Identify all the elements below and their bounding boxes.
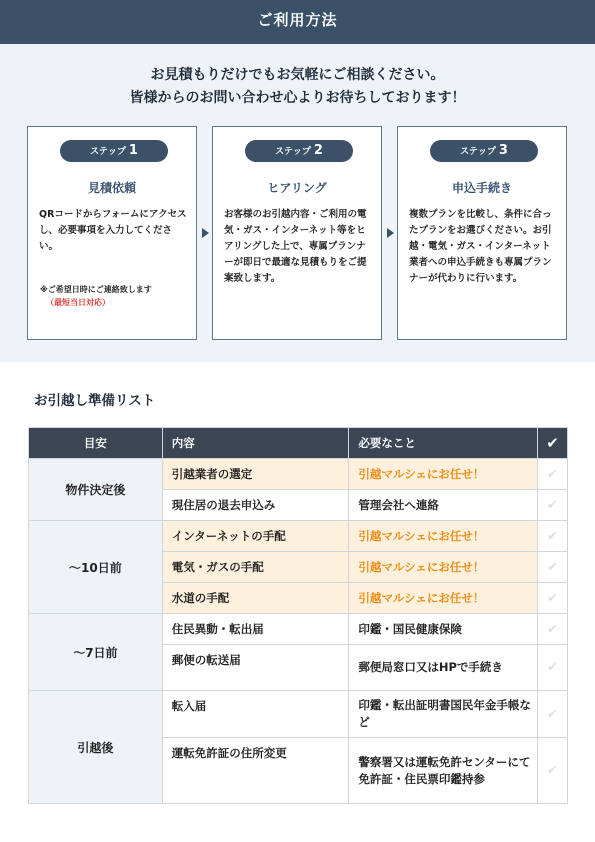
step-body: お客様のお引越内容・ご利用の電気・ガス・インターネット等をヒアリングした上で、専属プランナーが即日で最適な見積もりをご提案致します。 — [224, 209, 367, 284]
checkbox-check-icon[interactable]: ✔ — [538, 691, 568, 738]
page-header — [0, 0, 595, 44]
table-row — [29, 459, 568, 490]
table-row — [29, 614, 568, 645]
timing-cell: 〜10日前 — [29, 521, 163, 614]
step-title: 申込手続き — [451, 181, 512, 195]
step-note-highlight: （最短当日対応） — [46, 298, 110, 307]
table-row — [29, 691, 568, 738]
content-cell: 転入届 — [162, 691, 349, 738]
step-body: QRコードからフォームにアクセスし、必要事項を入力してください。 — [39, 209, 187, 252]
step-number: 2 — [313, 143, 323, 158]
intro-lead — [0, 64, 595, 110]
content-cell: インターネットの手配 — [162, 521, 349, 552]
action-cell: 引越マルシェにお任せ！ — [349, 459, 538, 490]
action-cell: 郵便局窓口又はHPで手続き — [349, 645, 538, 691]
header-hitsuyou: 必要なこと — [349, 428, 538, 459]
step-label: ステップ — [460, 147, 496, 157]
step-note-text: ※ご希望日時にご連絡致します — [40, 285, 152, 294]
step-badge — [430, 140, 538, 162]
content-cell: 郵便の転送届 — [162, 645, 349, 691]
arrow-right-icon — [202, 228, 209, 238]
checkbox-check-icon[interactable]: ✔ — [538, 459, 568, 490]
step-title: ヒアリング — [267, 181, 327, 195]
step-card-2 — [212, 126, 382, 340]
header-naiyou: 内容 — [162, 428, 349, 459]
action-cell: 管理会社へ連絡 — [349, 490, 538, 521]
action-cell: 印鑑・国民健康保険 — [349, 614, 538, 645]
step-title: 見積依頼 — [87, 181, 136, 195]
content-cell: 住民異動・転出届 — [162, 614, 349, 645]
action-cell: 引越マルシェにお任せ！ — [349, 583, 538, 614]
content-cell: 運転免許証の住所変更 — [162, 738, 349, 804]
intro-section — [0, 44, 595, 362]
step-number: 3 — [498, 143, 508, 158]
action-cell: 引越マルシェにお任せ！ — [349, 521, 538, 552]
content-cell: 引越業者の選定 — [162, 459, 349, 490]
header-check-icon: ✔ — [538, 428, 568, 459]
checkbox-check-icon[interactable]: ✔ — [538, 490, 568, 521]
checkbox-check-icon[interactable]: ✔ — [538, 552, 568, 583]
checkbox-check-icon[interactable]: ✔ — [538, 583, 568, 614]
content-cell: 現住居の退去申込み — [162, 490, 349, 521]
table-row — [29, 521, 568, 552]
arrow-right-icon — [387, 228, 394, 238]
checklist-title: お引越し準備リスト — [34, 393, 156, 409]
timing-cell: 〜7日前 — [29, 614, 163, 691]
step-body: 複数プランを比較し、条件に合ったプランをお選びください。お引越・電気・ガス・インターネット業者への申込手続きも専属プランナーが代わりに行います。 — [409, 209, 552, 284]
header-meyasu: 目安 — [29, 428, 163, 459]
step-label: ステップ — [275, 147, 311, 157]
action-cell: 警察署又は運転免許センターにて免許証・住民票印鑑持参 — [349, 738, 538, 804]
table-header-row — [29, 428, 568, 459]
step-label: ステップ — [90, 147, 126, 157]
checklist-table — [28, 427, 568, 804]
intro-line-1: お見積もりだけでもお気軽にご相談ください。 — [150, 67, 445, 83]
checkbox-check-icon[interactable]: ✔ — [538, 645, 568, 691]
timing-cell: 物件決定後 — [29, 459, 163, 521]
step-card-1 — [27, 126, 197, 340]
checkbox-check-icon[interactable]: ✔ — [538, 738, 568, 804]
action-cell: 引越マルシェにお任せ！ — [349, 552, 538, 583]
step-card-3 — [397, 126, 567, 340]
page-title: ご利用方法 — [257, 11, 338, 29]
content-cell: 電気・ガスの手配 — [162, 552, 349, 583]
action-cell: 印鑑・転出証明書国民年金手帳など — [349, 691, 538, 738]
timing-cell: 引越後 — [29, 691, 163, 804]
step-badge — [245, 140, 353, 162]
step-note — [40, 283, 190, 309]
step-badge — [60, 140, 168, 162]
intro-line-2: 皆様からのお問い合わせ心よりお待ちしております！ — [129, 90, 466, 106]
checkbox-check-icon[interactable]: ✔ — [538, 521, 568, 552]
content-cell: 水道の手配 — [162, 583, 349, 614]
step-number: 1 — [128, 143, 138, 158]
checkbox-check-icon[interactable]: ✔ — [538, 614, 568, 645]
